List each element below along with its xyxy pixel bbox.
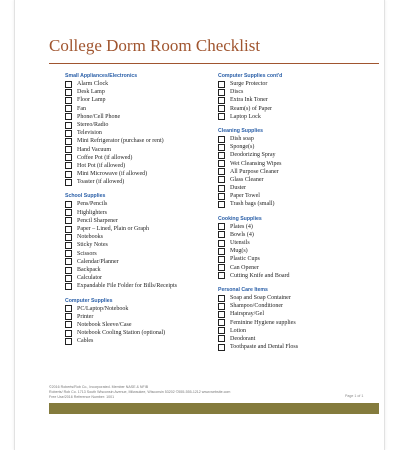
checkbox[interactable]	[218, 81, 225, 88]
checkbox[interactable]	[65, 226, 72, 233]
checklist-item-label: All Purpose Cleaner	[230, 168, 279, 175]
checkbox[interactable]	[65, 162, 72, 169]
checklist-item	[218, 327, 378, 335]
checklist-item	[218, 168, 378, 176]
checkbox[interactable]	[218, 248, 225, 255]
checklist-item-label: Printer	[77, 313, 94, 320]
checklist-item	[218, 264, 378, 272]
checklist-item	[65, 209, 215, 217]
checkbox[interactable]	[65, 313, 72, 320]
checkbox[interactable]	[218, 152, 225, 159]
checkbox[interactable]	[218, 344, 225, 351]
checkbox[interactable]	[65, 179, 72, 186]
checkbox[interactable]	[218, 97, 225, 104]
checklist-item	[65, 96, 215, 104]
checklist-item	[65, 321, 215, 329]
checklist-item	[218, 294, 378, 302]
checklist-item	[218, 143, 378, 151]
checklist-item-label: Paper Towel	[230, 193, 260, 200]
checklist-item	[65, 154, 215, 162]
checkbox[interactable]	[218, 105, 225, 112]
checkbox[interactable]	[65, 305, 72, 312]
footer-line: Roberts/ Rob Co. 1713 South Wisconsin Avenue, Milwaukee, Wisconsin 53202 ©555-555-1212 www.website.com	[49, 390, 231, 394]
checkbox[interactable]	[65, 217, 72, 224]
checkbox[interactable]	[65, 258, 72, 265]
checklist-item-label: Surge Protector	[230, 81, 268, 87]
checklist-item	[65, 200, 215, 208]
checklist-item	[65, 113, 215, 121]
checklist-item	[65, 258, 215, 266]
checklist-item	[218, 231, 378, 239]
checklist-item	[65, 162, 215, 170]
checkbox[interactable]	[65, 242, 72, 249]
checkbox[interactable]	[65, 138, 72, 145]
checklist-item-label: Sponge(s)	[230, 144, 255, 151]
checklist-item	[218, 96, 378, 104]
checklist-item	[218, 247, 378, 255]
checklist-item	[218, 255, 378, 263]
checklist-item	[65, 329, 215, 337]
checkbox[interactable]	[218, 201, 225, 208]
checklist-item	[65, 137, 215, 145]
checklist-item-label: Hand Vacuum	[77, 146, 112, 153]
checkbox[interactable]	[65, 146, 72, 153]
checklist-item-label: Soap and Soap Container	[230, 294, 291, 301]
checklist-item	[65, 129, 215, 137]
footer-text	[49, 385, 379, 400]
checklist-item-label: Dish soap	[230, 135, 254, 142]
checklist-item	[65, 305, 215, 313]
checklist-item	[65, 80, 215, 88]
checklist-item	[218, 184, 378, 192]
checklist-item-label: Coffee Pot (if allowed)	[77, 154, 133, 161]
checkbox[interactable]	[218, 144, 225, 151]
checkbox[interactable]	[218, 193, 225, 200]
checkbox[interactable]	[65, 105, 72, 112]
section-heading: Cleaning Supplies	[218, 127, 263, 134]
title-underline	[49, 63, 379, 64]
checkbox[interactable]	[218, 231, 225, 238]
checkbox[interactable]	[65, 122, 72, 129]
footer-line: ©2016 Roberts/Rob Co., Incorporated. Member NASE & NFIB	[49, 385, 149, 389]
checklist-section	[65, 297, 215, 346]
checkbox[interactable]	[65, 154, 72, 161]
checklist-item	[218, 192, 378, 200]
checkbox[interactable]	[65, 209, 72, 216]
checklist-item	[218, 343, 378, 351]
checklist-item-label: Highlighters	[77, 209, 107, 216]
checkbox[interactable]	[65, 97, 72, 104]
checkbox[interactable]	[65, 250, 72, 257]
checkbox[interactable]	[65, 171, 72, 178]
checkbox[interactable]	[65, 267, 72, 274]
checklist-section	[65, 192, 215, 290]
checklist-item-label: Plastic Cups	[230, 256, 260, 263]
checklist-item	[65, 313, 215, 321]
checklist-item-label: Sticky Notes	[77, 242, 108, 249]
checkbox[interactable]	[218, 272, 225, 279]
page-number: Page 1 of 1	[345, 394, 364, 398]
checklist-item	[65, 282, 215, 290]
checklist-item	[65, 146, 215, 154]
checkbox[interactable]	[65, 89, 72, 96]
checklist-item-label: Notebooks	[77, 234, 103, 241]
checklist-item	[218, 176, 378, 184]
checklist-item	[218, 88, 378, 96]
left-column	[65, 72, 215, 351]
checklist-item	[65, 274, 215, 282]
checklist-item-label: Cutting Knife and Board	[230, 272, 290, 279]
checkbox[interactable]	[65, 321, 72, 328]
checklist-item	[218, 319, 378, 327]
checkbox[interactable]	[218, 327, 225, 334]
checkbox[interactable]	[65, 130, 72, 137]
checklist-item-label: Calculator	[77, 275, 102, 282]
checkbox[interactable]	[65, 234, 72, 241]
checklist-item	[218, 310, 378, 318]
checklist-item	[218, 105, 378, 113]
right-column	[218, 72, 378, 357]
checklist-item	[218, 272, 378, 280]
checklist-item-label: Feminine Hygiene supplies	[230, 319, 296, 326]
checklist-item-label: Hot Pot (if allowed)	[77, 162, 126, 169]
checklist-item	[218, 239, 378, 247]
checkbox[interactable]	[218, 185, 225, 192]
checklist-item	[65, 241, 215, 249]
footer-line: Free Use/2016 Reference Number: 1001	[49, 395, 115, 399]
checklist-item-label: Lotion	[230, 327, 246, 334]
checklist-item-label: PC/Laptop/Notebook	[77, 305, 129, 312]
checklist-item-label: Wet Cleansing Wipes	[230, 160, 282, 167]
checklist-item	[65, 337, 215, 345]
checkbox[interactable]	[218, 136, 225, 143]
checklist-item-label: Extra Ink Toner	[230, 97, 268, 104]
checkbox[interactable]	[218, 295, 225, 302]
checklist-item-label: Cables	[77, 338, 94, 345]
checkbox[interactable]	[218, 89, 225, 96]
checklist-item	[218, 335, 378, 343]
checklist-item	[65, 225, 215, 233]
checklist-item-label: Mug(s)	[230, 248, 248, 255]
checklist-item-label: Desk Lamp	[77, 89, 105, 96]
checklist-item-label: Calendar/Planner	[77, 258, 119, 265]
checklist-item-label: Discs	[230, 89, 244, 96]
checkbox[interactable]	[65, 338, 72, 345]
checklist-item	[65, 88, 215, 96]
section-heading: Computer Supplies	[65, 297, 113, 304]
checklist-item	[218, 302, 378, 310]
checklist-item-label: Pencil Sharpener	[77, 217, 118, 224]
checklist-item-label: Plates (4)	[230, 223, 253, 230]
checklist-item	[65, 233, 215, 241]
checkbox[interactable]	[218, 319, 225, 326]
checklist-item-label: Scissors	[77, 250, 97, 257]
section-heading: Computer Supplies cont'd	[218, 73, 283, 79]
checklist-item-label: Mini Microwave (if allowed)	[77, 171, 148, 178]
checklist-item-label: Can Opener	[230, 264, 259, 271]
checkbox[interactable]	[218, 303, 225, 310]
checklist-item-label: Television	[77, 130, 102, 137]
checklist-item	[218, 80, 378, 88]
checklist-item-label: Trash bags (small)	[230, 201, 275, 208]
checklist-section	[65, 72, 215, 186]
checklist-section	[218, 72, 378, 121]
checkbox[interactable]	[65, 330, 72, 337]
checkbox[interactable]	[218, 176, 225, 183]
checklist-section	[218, 215, 378, 280]
checklist-item	[218, 223, 378, 231]
checkbox[interactable]	[65, 275, 72, 282]
checklist-page	[14, 0, 385, 450]
checklist-item	[65, 217, 215, 225]
checkbox[interactable]	[65, 283, 72, 290]
checklist-item-label: Utensils	[230, 240, 250, 246]
checkbox[interactable]	[218, 240, 225, 247]
checklist-item	[65, 121, 215, 129]
checklist-item-label: Notebook Cooling Station (optional)	[77, 330, 166, 337]
checklist-item	[65, 250, 215, 258]
checklist-item-label: Hairspray/Gel	[230, 311, 264, 318]
checklist-item	[218, 160, 378, 168]
checklist-item	[218, 135, 378, 143]
checklist-item-label: Bowls (4)	[230, 231, 254, 238]
checklist-item-label: Deodorant	[230, 335, 256, 342]
checklist-item-label: Pens/Pencils	[77, 201, 108, 208]
checklist-item-label: Fan	[77, 105, 86, 112]
checkbox[interactable]	[218, 113, 225, 120]
checklist-item	[218, 200, 378, 208]
checklist-item-label: Shampoo/Conditioner	[230, 303, 283, 310]
checklist-item-label: Floor Lamp	[77, 97, 106, 104]
checklist-item-label: Mini Refrigerator (purchase or rent)	[77, 138, 164, 145]
checklist-section	[218, 286, 378, 351]
checkbox[interactable]	[218, 256, 225, 263]
checklist-item	[218, 151, 378, 159]
checklist-item-label: Glass Cleaner	[230, 176, 264, 183]
checkbox[interactable]	[218, 335, 225, 342]
section-heading: School Supplies	[65, 193, 106, 200]
checklist-item-label: Toaster (if allowed)	[77, 179, 125, 186]
checklist-item	[218, 113, 378, 121]
checkbox[interactable]	[65, 113, 72, 120]
checkbox[interactable]	[218, 311, 225, 318]
checkbox[interactable]	[218, 223, 225, 230]
checklist-item	[65, 170, 215, 178]
checklist-item-label: Alarm Clock	[77, 81, 109, 87]
checklist-section	[218, 127, 378, 209]
checklist-item-label: Laptop Lock	[230, 113, 261, 120]
checklist-item-label: Deodorizing Spray	[230, 152, 276, 159]
checklist-item-label: Phone/Cell Phone	[77, 113, 121, 120]
checklist-item-label: Notebook Sleeve/Case	[77, 321, 132, 328]
checklist-item-label: Ream(s) of Paper	[230, 105, 272, 112]
section-heading: Small Appliances/Electronics	[65, 73, 138, 79]
checklist-item-label: Paper – Lined, Plain or Graph	[77, 226, 149, 232]
checklist-item	[65, 105, 215, 113]
checklist-item-label: Stereo/Radio	[77, 121, 109, 128]
footer-band	[49, 403, 379, 414]
checkbox[interactable]	[218, 168, 225, 175]
checklist-item	[65, 178, 215, 186]
checklist-item-label: Backpack	[77, 266, 101, 273]
checkbox[interactable]	[218, 160, 225, 167]
checklist-item	[65, 266, 215, 274]
checkbox[interactable]	[65, 201, 72, 208]
checklist-item-label: Duster	[230, 185, 246, 192]
checkbox[interactable]	[218, 264, 225, 271]
checklist-item-label: Expandable File Folder for Bills/Receipts	[77, 283, 177, 290]
checklist-item-label: Toothpaste and Dental Floss	[230, 344, 299, 351]
checkbox[interactable]	[65, 81, 72, 88]
section-heading: Personal Care Items	[218, 286, 268, 293]
section-heading: Cooking Supplies	[218, 215, 262, 222]
page-title: College Dorm Room Checklist	[49, 36, 261, 55]
